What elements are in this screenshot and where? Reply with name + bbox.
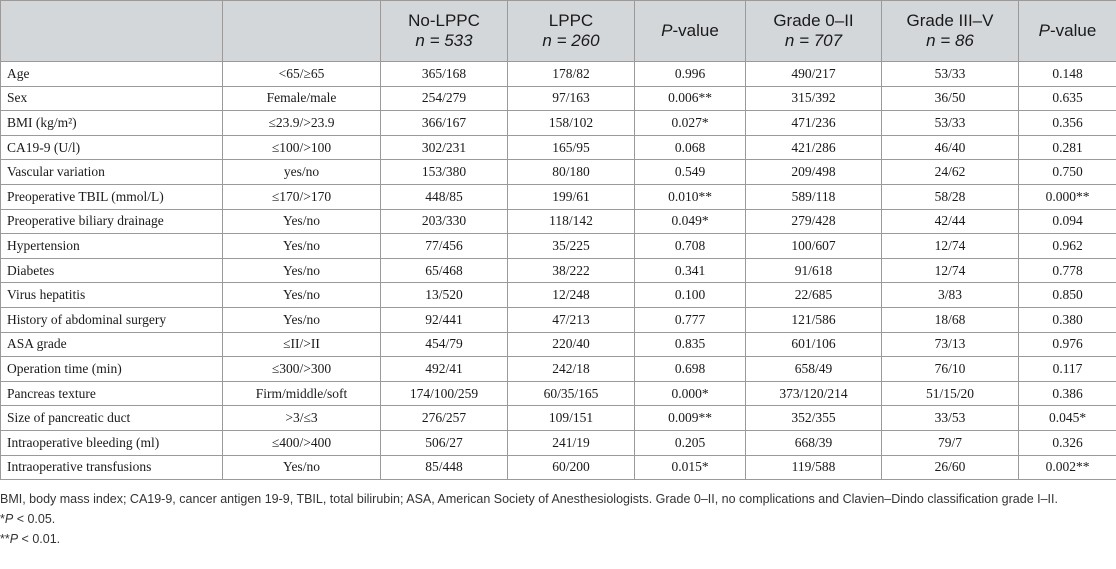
cell-grade-low: 658/49	[746, 357, 882, 382]
cell-variable: Sex	[1, 86, 223, 111]
cell-lppc: 178/82	[508, 62, 635, 87]
cell-grade-low: 668/39	[746, 430, 882, 455]
cell-variable: ASA grade	[1, 332, 223, 357]
cell-no-lppc: 13/520	[381, 283, 508, 308]
cell-pvalue-2: 0.000**	[1019, 184, 1116, 209]
cell-category: yes/no	[223, 160, 381, 185]
cell-lppc: 38/222	[508, 258, 635, 283]
header-grade-high	[882, 1, 1019, 62]
cell-grade-high: 76/10	[882, 357, 1019, 382]
cell-category: <65/≥65	[223, 62, 381, 87]
cell-grade-low: 352/355	[746, 406, 882, 431]
footnote-sig2-p: P	[9, 532, 19, 546]
cell-category: ≤II/>II	[223, 332, 381, 357]
header-lppc-label: LPPC	[548, 11, 594, 30]
footnote-abbreviations: BMI, body mass index; CA19-9, cancer antigen 19-9, TBIL, total bilirubin; ASA, American Society of Anesthesiologists. Grade 0–II, no complications and Clavien–Dindo classification grade I–II.	[0, 492, 1058, 506]
header-grade-low-label: Grade 0–II	[773, 11, 854, 30]
cell-pvalue-1: 0.015*	[635, 455, 746, 480]
header-pvalue-1-p: P	[661, 21, 673, 40]
cell-pvalue-2: 0.117	[1019, 357, 1116, 382]
cell-pvalue-2: 0.094	[1019, 209, 1116, 234]
table-row	[1, 86, 1116, 111]
cell-grade-low: 121/586	[746, 307, 882, 332]
cell-pvalue-1: 0.006**	[635, 86, 746, 111]
table-row	[1, 62, 1116, 87]
header-no-lppc-label: No-LPPC	[408, 11, 480, 30]
cell-lppc: 80/180	[508, 160, 635, 185]
cell-variable: Operation time (min)	[1, 357, 223, 382]
cell-pvalue-1: 0.996	[635, 62, 746, 87]
cell-grade-low: 22/685	[746, 283, 882, 308]
cell-grade-high: 12/74	[882, 234, 1019, 259]
cell-pvalue-1: 0.835	[635, 332, 746, 357]
table-row	[1, 209, 1116, 234]
cell-pvalue-2: 0.045*	[1019, 406, 1116, 431]
cell-grade-high: 36/50	[882, 86, 1019, 111]
cell-grade-high: 18/68	[882, 307, 1019, 332]
footnote-sig1-p: P	[4, 512, 14, 526]
header-category	[223, 1, 381, 62]
cell-lppc: 165/95	[508, 135, 635, 160]
cell-no-lppc: 365/168	[381, 62, 508, 87]
cell-grade-high: 26/60	[882, 455, 1019, 480]
table-row	[1, 111, 1116, 136]
cell-variable: Virus hepatitis	[1, 283, 223, 308]
cell-lppc: 12/248	[508, 283, 635, 308]
cell-pvalue-2: 0.778	[1019, 258, 1116, 283]
cell-variable: Intraoperative transfusions	[1, 455, 223, 480]
cell-grade-low: 490/217	[746, 62, 882, 87]
cell-grade-high: 51/15/20	[882, 381, 1019, 406]
cell-grade-high: 24/62	[882, 160, 1019, 185]
cell-variable: BMI (kg/m²)	[1, 111, 223, 136]
cell-pvalue-2: 0.356	[1019, 111, 1116, 136]
table-row	[1, 135, 1116, 160]
cell-lppc: 60/35/165	[508, 381, 635, 406]
cell-no-lppc: 448/85	[381, 184, 508, 209]
cell-no-lppc: 153/380	[381, 160, 508, 185]
cell-grade-low: 209/498	[746, 160, 882, 185]
header-grade-high-label: Grade III–V	[906, 11, 994, 30]
cell-category: ≤400/>400	[223, 430, 381, 455]
cell-grade-high: 3/83	[882, 283, 1019, 308]
cell-no-lppc: 92/441	[381, 307, 508, 332]
cell-no-lppc: 77/456	[381, 234, 508, 259]
cell-pvalue-2: 0.386	[1019, 381, 1116, 406]
table-row	[1, 455, 1116, 480]
cell-variable: Preoperative TBIL (mmol/L)	[1, 184, 223, 209]
header-grade-high-n: n = 86	[926, 31, 974, 50]
cell-pvalue-1: 0.100	[635, 283, 746, 308]
footnote-significance-1	[0, 509, 1116, 529]
cell-category: Yes/no	[223, 455, 381, 480]
cell-grade-high: 53/33	[882, 111, 1019, 136]
cell-no-lppc: 366/167	[381, 111, 508, 136]
cell-pvalue-1: 0.027*	[635, 111, 746, 136]
cell-grade-high: 79/7	[882, 430, 1019, 455]
header-pvalue-1-suffix: -value	[672, 21, 719, 40]
table-row	[1, 357, 1116, 382]
table-row	[1, 381, 1116, 406]
table-row	[1, 307, 1116, 332]
cell-lppc: 109/151	[508, 406, 635, 431]
cell-grade-low: 601/106	[746, 332, 882, 357]
cell-grade-high: 46/40	[882, 135, 1019, 160]
cell-pvalue-1: 0.549	[635, 160, 746, 185]
footnotes	[0, 489, 1116, 549]
cell-category: Yes/no	[223, 283, 381, 308]
header-grade-low	[746, 1, 882, 62]
header-lppc	[508, 1, 635, 62]
cell-grade-high: 58/28	[882, 184, 1019, 209]
header-lppc-n: n = 260	[542, 31, 600, 50]
cell-lppc: 60/200	[508, 455, 635, 480]
cell-lppc: 241/19	[508, 430, 635, 455]
footnote-sig2-rest: < 0.01.	[18, 532, 61, 546]
cell-grade-high: 33/53	[882, 406, 1019, 431]
header-no-lppc-n: n = 533	[415, 31, 473, 50]
cell-pvalue-1: 0.000*	[635, 381, 746, 406]
cell-category: >3/≤3	[223, 406, 381, 431]
cell-pvalue-2: 0.635	[1019, 86, 1116, 111]
cell-grade-high: 42/44	[882, 209, 1019, 234]
header-grade-low-n: n = 707	[784, 31, 843, 50]
cell-lppc: 158/102	[508, 111, 635, 136]
cell-pvalue-1: 0.049*	[635, 209, 746, 234]
cell-grade-low: 279/428	[746, 209, 882, 234]
cell-no-lppc: 254/279	[381, 86, 508, 111]
cell-pvalue-1: 0.010**	[635, 184, 746, 209]
cell-pvalue-1: 0.698	[635, 357, 746, 382]
cell-no-lppc: 276/257	[381, 406, 508, 431]
cell-no-lppc: 85/448	[381, 455, 508, 480]
table-row	[1, 283, 1116, 308]
cell-grade-high: 73/13	[882, 332, 1019, 357]
table-row	[1, 184, 1116, 209]
cell-grade-high: 53/33	[882, 62, 1019, 87]
cell-pvalue-1: 0.341	[635, 258, 746, 283]
cell-category: Yes/no	[223, 258, 381, 283]
cell-no-lppc: 454/79	[381, 332, 508, 357]
cell-pvalue-1: 0.009**	[635, 406, 746, 431]
cell-category: ≤300/>300	[223, 357, 381, 382]
cell-category: ≤23.9/>23.9	[223, 111, 381, 136]
footnote-sig1-rest: < 0.05.	[13, 512, 56, 526]
cell-grade-high: 12/74	[882, 258, 1019, 283]
table-row	[1, 332, 1116, 357]
cell-lppc: 118/142	[508, 209, 635, 234]
cell-variable: Preoperative biliary drainage	[1, 209, 223, 234]
cell-variable: Size of pancreatic duct	[1, 406, 223, 431]
header-variable	[1, 1, 223, 62]
cell-grade-low: 91/618	[746, 258, 882, 283]
header-pvalue-2-p: P	[1038, 21, 1051, 40]
cell-grade-low: 373/120/214	[746, 381, 882, 406]
cell-category: Yes/no	[223, 234, 381, 259]
cell-pvalue-2: 0.850	[1019, 283, 1116, 308]
cell-no-lppc: 492/41	[381, 357, 508, 382]
cell-pvalue-2: 0.380	[1019, 307, 1116, 332]
cell-category: Yes/no	[223, 209, 381, 234]
cell-grade-low: 315/392	[746, 86, 882, 111]
cell-pvalue-2: 0.326	[1019, 430, 1116, 455]
cell-grade-low: 100/607	[746, 234, 882, 259]
footnote-sig2-prefix: **	[0, 532, 10, 546]
cell-pvalue-2: 0.976	[1019, 332, 1116, 357]
cell-category: Female/male	[223, 86, 381, 111]
cell-category: Firm/middle/soft	[223, 381, 381, 406]
cell-no-lppc: 506/27	[381, 430, 508, 455]
cell-pvalue-1: 0.708	[635, 234, 746, 259]
footnote-significance-2	[0, 529, 1116, 549]
cell-pvalue-2: 0.148	[1019, 62, 1116, 87]
cell-lppc: 47/213	[508, 307, 635, 332]
cell-variable: CA19-9 (U/l)	[1, 135, 223, 160]
cell-variable: History of abdominal surgery	[1, 307, 223, 332]
header-pvalue-1	[635, 1, 746, 62]
header-pvalue-2-suffix: -value	[1050, 21, 1097, 40]
header-no-lppc	[381, 1, 508, 62]
table-body	[1, 62, 1116, 480]
cell-category: ≤100/>100	[223, 135, 381, 160]
cell-pvalue-1: 0.777	[635, 307, 746, 332]
cell-pvalue-2: 0.281	[1019, 135, 1116, 160]
cell-variable: Pancreas texture	[1, 381, 223, 406]
footnote-sig1-prefix: *	[0, 512, 5, 526]
cell-category: Yes/no	[223, 307, 381, 332]
header-pvalue-2	[1019, 1, 1116, 62]
cell-variable: Age	[1, 62, 223, 87]
cell-variable: Diabetes	[1, 258, 223, 283]
cell-variable: Hypertension	[1, 234, 223, 259]
table-row	[1, 234, 1116, 259]
cell-pvalue-2: 0.002**	[1019, 455, 1116, 480]
cell-lppc: 35/225	[508, 234, 635, 259]
cell-no-lppc: 203/330	[381, 209, 508, 234]
table-row	[1, 406, 1116, 431]
cell-pvalue-2: 0.750	[1019, 160, 1116, 185]
cell-grade-low: 589/118	[746, 184, 882, 209]
cell-lppc: 220/40	[508, 332, 635, 357]
cell-category: ≤170/>170	[223, 184, 381, 209]
header-row	[1, 1, 1116, 62]
cell-lppc: 199/61	[508, 184, 635, 209]
cell-no-lppc: 65/468	[381, 258, 508, 283]
cell-pvalue-1: 0.205	[635, 430, 746, 455]
table-row	[1, 430, 1116, 455]
cell-lppc: 97/163	[508, 86, 635, 111]
cell-grade-low: 471/236	[746, 111, 882, 136]
cell-grade-low: 119/588	[746, 455, 882, 480]
table-row	[1, 258, 1116, 283]
table-row	[1, 160, 1116, 185]
cell-no-lppc: 302/231	[381, 135, 508, 160]
cell-pvalue-2: 0.962	[1019, 234, 1116, 259]
cell-grade-low: 421/286	[746, 135, 882, 160]
cell-variable: Vascular variation	[1, 160, 223, 185]
cell-variable: Intraoperative bleeding (ml)	[1, 430, 223, 455]
cell-no-lppc: 174/100/259	[381, 381, 508, 406]
cell-lppc: 242/18	[508, 357, 635, 382]
cell-pvalue-1: 0.068	[635, 135, 746, 160]
